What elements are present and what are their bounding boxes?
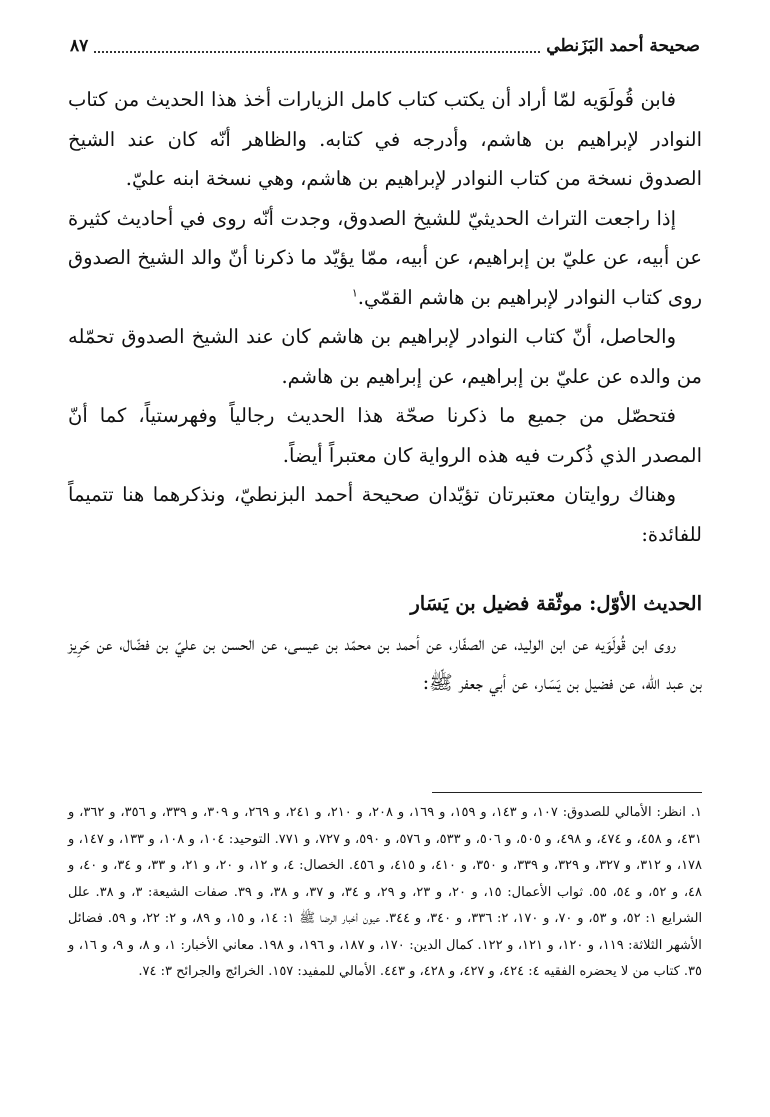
paragraph: روى ابن قُولَوَيه عن ابن الوليد، عن الصفّار، عن أحمد بن محمّد بن عيسى، عن الحسن بن عليّ بن فضّال، عن حَرِيز بن عبد الله، عن فضيل بن يَسَار، عن أبي جعفر ﷺ: (68, 631, 702, 694)
paragraph: فتحصّل من جميع ما ذكرنا صحّة هذا الحديث رجالياً وفهرستياً، كما أنّ المصدر الذي ذُكرت فيه هذه الرواية كان معتبراً أيضاً. (68, 404, 702, 467)
running-title: صحيحة أحمد البَزَنطي (546, 36, 700, 56)
section-heading: الحديث الأوّل: موثّقة فضيل بن يَسَار (410, 592, 702, 615)
footnote-text: ١. انظر: الأمالي للصدوق: ١٠٧، و ١٤٣، و ١٥٩، و ١٦٩، و ٢٠٨، و ٢١٠، و ٢٤١، و ٢٦٩، و ٣٠٩، و ٣٣٩، و ٣٥٦، و ٣٦٢، و ٤٣١، و ٤٥٨، و ٤٧٤، و ٤٩٨، و ٥٠٥، و ٥٠٦، و ٥٣٣، و ٥٧٦، و ٥٩٠، و ٧٢٧، و ٧٧١. التوحيد: ١٠٤، و ١٠٨، و ١٣٣، و ١٤٧، و ١٧٨، و ٣١٢، و ٣٢٧، و ٣٢٩، و ٣٣٩، و ٣٥٠، و ٤١٠، و ٤١٥، و ٤٥٦. الخصال: ٤، و ١٢، و ٢٠، و ٢١، و ٣٣، و ٣٤، و ٤٠، و ٤٨، و ٥٢، و ٥٤، ٥٥. ثواب الأعمال: ١٥، و ٢٠، و ٢٣، و ٢٩، و ٣٤، و ٣٧، و ٣٨، و ٣٩. صفات الشيعة: ٣، و ٣٨. علل الشرايع ١: ٥٢، و ٥٣، و ٧٠، و ١٧٠، ٢: ٣٣٦، و ٣٤٠، و ٣٤٤. عيون أخبار الرضا ﷺ ١: ١٤، و ١٥، و ٨٩، و ٢: ٢٢، و ٥٩. فضائل الأشهر الثلاثة: ١١٩، و ١٢٠، و ١٢١، و ١٢٢. كمال الدين: ١٧٠، و ١٨٧، و ١٩٦، و ١٩٨. معاني الأخبار: ١، و ٨، و ٩، و ١٦، و ٣٥. كتاب من لا يحضره الفقيه ٤: ٤٢٤، و ٤٢٧، و ٤٢٨، و ٤٤٣. الأمالي للمفيد: ١٥٧. الخرائج والجرائح ٣: ٧٤. (68, 805, 703, 979)
section-spacer (68, 554, 702, 584)
footnote-area (68, 800, 702, 986)
header-dot-leader (94, 39, 540, 53)
paragraph-text: إذا راجعت التراث الحديثيّ للشيخ الصدوق، وجدت أنّه روى في أحاديث كثيرة عن أبيه، عن عليّ بن إبراهيم، عن أبيه، ممّا يؤيّد ما ذكرنا أنّ والد الشيخ الصدوق روى كتاب النوادر لإبراهيم بن هاشم القمّي. (68, 206, 702, 309)
page-header (70, 30, 700, 62)
paragraph: فابن قُولَوَيه لمّا أراد أن يكتب كتاب كامل الزيارات أخذ هذا الحديث من كتاب النوادر لإبراهيم بن هاشم، وأدرجه في كتابه. والظاهر أنّه كان عند الشيخ الصدوق نسخة من كتاب النوادر لإبراهيم بن هاشم، وهي نسخة ابنه عليّ. (68, 88, 702, 190)
footnote-separator (432, 792, 702, 793)
paragraph: والحاصل، أنّ كتاب النوادر لإبراهيم بن هاشم كان عند الشيخ الصدوق تحمّله من والده عن عليّ بن إبراهيم، عن إبراهيم بن هاشم. (68, 325, 702, 388)
paragraph-with-note (68, 199, 702, 318)
footnote-marker: ١ (351, 286, 358, 299)
page-number: ٨٧ (70, 36, 89, 56)
paragraph: وهناك روايتان معتبرتان تؤيّدان صحيحة أحمد البزنطيّ، ونذكرهما هنا تتميماً للفائدة: (68, 483, 702, 546)
main-text (68, 80, 702, 703)
